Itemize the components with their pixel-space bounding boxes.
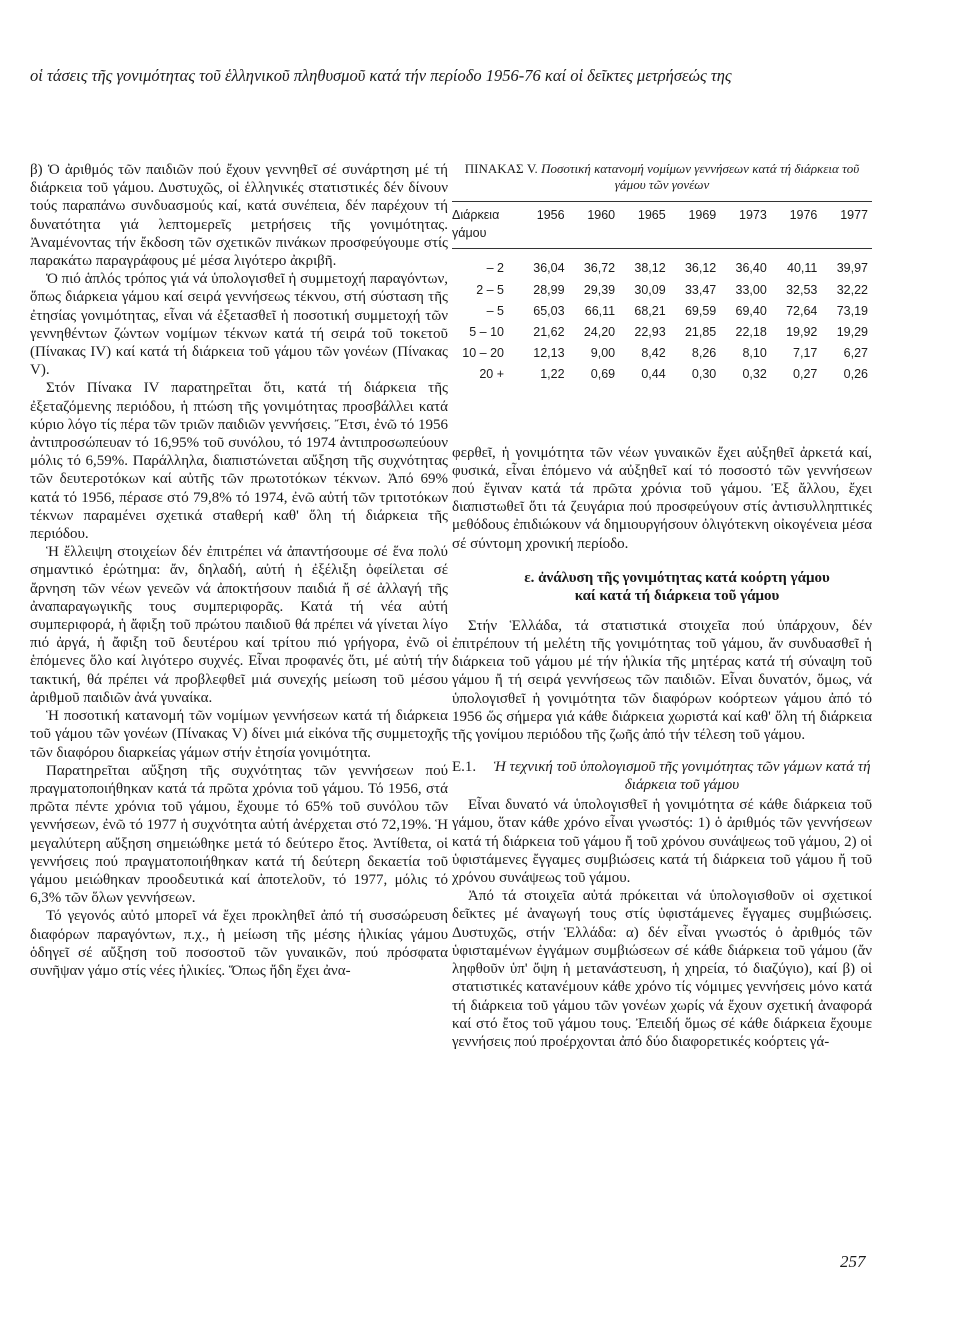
table-cell: 33,00 <box>735 282 767 297</box>
table-header-row <box>452 202 872 249</box>
table-cell: 0,27 <box>793 367 818 382</box>
table-cell: 12,13 <box>533 346 565 361</box>
table-row <box>452 300 872 321</box>
table-cell: 29,39 <box>583 282 616 297</box>
left-column <box>30 161 448 980</box>
table-caption <box>452 161 872 193</box>
column-header-year: 1976 <box>771 202 822 249</box>
table-cell: 9,00 <box>590 346 616 361</box>
paragraph: Ἡ ἔλλειψη στοιχείων δέν ἐπιτρέπει νά ἀπαντήσουμε σέ ἕνα πολύ σημαντικό ἐρώτημα: ἄν, δηλαδή, αὐτή ἡ ἐξέλιξη ὀφείλεται σέ ἄρνηση τῶν νέων γενεῶν νά ἀποκτήσουν παιδιά ἤ σέ ἀλλαγή τῆς ἀναπαραγωγικῆς τους συμπεριφορᾶς. Κατά τή νέα αὐτή συμπεριφορά, ἡ ἄφιξη τοῦ πρώτου παιδιοῦ θά πρέπει νά γίνεται λίγο πιό ἀργά, ἡ ἄφιξη τοῦ δευτέρου καί τρίτου πιό γρήγορα, ἐνῶ οἱ ἑπόμενες ὅλο καί λιγότερο συχνές. Εἶναι προφανές ὅτι, μέ αὐτή τήν τακτική, θά πρέπει νά προβλεφθεῖ μιά συνεχής μείωση τοῦ μέσου ἀριθμοῦ παιδιῶν ἀνά γυναίκα. <box>30 544 448 706</box>
table-row <box>452 342 872 363</box>
table-cell: 40,11 <box>787 261 818 276</box>
table-cell: 68,21 <box>634 303 666 318</box>
table-cell: 73,19 <box>836 303 868 318</box>
table-cell: 8,10 <box>742 346 767 361</box>
table-cell: 66,11 <box>584 303 616 318</box>
running-header: οἱ τάσεις τῆς γονιμότητας τοῦ ἑλληνικοῦ πληθυσμοῦ κατά τήν περίοδο 1956-76 καί οἱ δεῖκτες μετρήσεώς της <box>30 66 732 85</box>
table-cell: 32,22 <box>836 282 868 297</box>
page-number: 257 <box>840 1252 866 1271</box>
table-cell: 19,92 <box>786 325 818 340</box>
paragraph: Τό γεγονός αὐτό μπορεῖ νά ἔχει προκληθεῖ ἀπό τή συσσώρευση διαφόρων παραγόντων, π.χ., ἡ μείωση τῆς μέσης ἡλικίας γάμου ὁδηγεῖ σέ αὔξηση τοῦ ποσοστοῦ τῶν γυναικῶν, πού πρόσφατα συνῆψαν γάμο στίς νέες ἡλικίες. Ὅπως ἤδη ἔχει ἀνα- <box>30 908 448 979</box>
table-cell: 7,17 <box>793 346 818 361</box>
column-header-year: 1956 <box>518 202 569 249</box>
table-row <box>452 321 872 342</box>
column-header-year: 1973 <box>720 202 771 249</box>
row-label: 10 – 20 <box>462 346 504 361</box>
table-cell: 24,20 <box>583 325 616 340</box>
row-label: 2 – 5 <box>476 282 504 297</box>
table-cell: 36,04 <box>533 261 565 276</box>
paragraph: Στόν Πίνακα IV παρατηρεῖται ὅτι, κατά τή διάρκεια τῆς ἐξεταζόμενης περιόδου, ἡ πτώση τῆς γονιμότητας προσβάλλει κατά κύριο λόγο τίς πέρα τῶν τριῶν παιδιῶν γεννήσεις. Ἔτσι, ἐνῶ τό 1956 ἀντιπροσώπευαν τό 16,95% τοῦ συνόλου, τό 1974 ἀντιπροσωπεύουν μόλις τό 6,59%. Παράλληλα, διαπιστώνεται αὔξηση τῆς συχνότητας τῶν δευτεροτόκων καί αὐτῆς τῶν πρωτοτόκων τέκνων. Ἀπό 69% κατά τό 1956, πέρασε στό 79,8% τό 1974, ἐνῶ αὐτή τῶν τριτοτόκων τέκνων παραμένει σχετικά σταθερή καθ' ὅλη τή διάρκεια τῆς περιόδου. <box>30 380 448 543</box>
row-label: – 2 <box>486 261 504 276</box>
subsection-number: Ε.1. <box>452 759 477 776</box>
section-heading <box>482 569 872 605</box>
table-cell: 6,27 <box>843 346 868 361</box>
table-cell: 0,32 <box>742 367 767 382</box>
paragraph: Στήν Ἑλλάδα, τά στατιστικά στοιχεῖα πού ὑπάρχουν, δέν ἐπιτρέπουν τή μελέτη τῆς γονιμότητας τοῦ γάμου, ἄν συνδυασθεῖ ἡ διάρκεια τοῦ γάμου μέ τήν ἡλικία τῆς μητέρας κατά τή σύναψη τοῦ γάμου ἤ τή σειρά γεννήσεως τῶν παιδιῶν. Εἶναι δυνατόν, ὅμως, νά ὑπολογισθεῖ ἡ γονιμότητα τῶν διαφόρων κοόρτεων γάμου ἀπό τό 1956 ὥς σήμερα γιά κάθε διάρκεια χωριστά καί καθ' ὅλη τή διάρκεια τῆς γονίμου περιόδου τῆς ζωῆς ἀπό τήν τέλεση τοῦ γάμου. <box>452 617 872 744</box>
row-label: 20 + <box>479 367 504 382</box>
table-cell: 0,69 <box>590 367 616 382</box>
table-cell: 21,85 <box>684 325 717 340</box>
table-body <box>452 249 872 388</box>
subsection-heading <box>452 758 872 794</box>
table-row <box>452 363 872 387</box>
column-header-year: 1969 <box>670 202 721 249</box>
paragraph: φερθεῖ, ἡ γονιμότητα τῶν νέων γυναικῶν ἔχει αὐξηθεῖ ἀρκετά καί, φυσικά, εἶναι ἑπόμενο νά αὐξηθεῖ καί τό ποσοστό τῶν γεννήσεων πού ἔγιναν κατά τά πρῶτα χρόνια τοῦ γάμου. Ἐξ ἄλλου, ἔχει διαπιστωθεῖ ὅτι τά ζευγάρια πού προσφεύγουν στίς ἀντισυλληπτικές μεθόδους ἐπιδιώκουν νά δημιουργήσουν ὀλιγότεκνη οἰκογένεια μέσα σέ σύντομη χρονική περίοδο. <box>452 444 872 552</box>
row-label: 5 – 10 <box>469 325 504 340</box>
table-cell: 72,64 <box>786 303 818 318</box>
table-cell: 30,09 <box>634 282 666 297</box>
table-cell: 39,97 <box>836 261 868 276</box>
table-cell: 32,53 <box>786 282 818 297</box>
table-cell: 36,40 <box>735 261 767 276</box>
subsection-title: Ἡ τεχνική τοῦ ὑπολογισμοῦ τῆς γονιμότητας τῶν γάμων κατά τή διάρκεια τοῦ γάμου <box>493 759 871 794</box>
table-cell: 22,18 <box>735 325 767 340</box>
table-cell: 33,47 <box>684 282 717 297</box>
table-label: ΠΙΝΑΚΑΣ V. <box>464 161 538 176</box>
table-row <box>452 249 872 279</box>
column-header-year: 1977 <box>821 202 872 249</box>
table-cell: 19,29 <box>836 325 868 340</box>
table-cell: 8,42 <box>641 346 666 361</box>
table-v <box>452 201 872 388</box>
table-row <box>452 279 872 300</box>
spacer <box>452 388 872 444</box>
paragraph: Παρατηρεῖται αὔξηση τῆς συχνότητας τῶν γεννήσεων πού πραγματοποιήθηκαν κατά τά πρῶτα χρόνια τοῦ γάμου. Τό 1956, στά πρῶτα πέντε χρόνια τοῦ γάμου, ἔχουμε τό 65% τοῦ συνόλου τῶν γεννήσεων, ἐνῶ τό 1977 ἡ συχνότητα αὐτή ἀνέρχεται στό 72,19%. Ἡ μεγαλύτερη αὔξηση σημειώθηκε μετά τό δεύτερο ἔτος. Ἀντίθετα, οἱ γεννήσεις πού πραγματοποιήθηκαν κατά τή δεύτερη δεκαετία τοῦ γάμου μειώθηκαν προοδευτικά καί ἀποτελοῦν, τό 1977, μόλις τό 6,3% τῶν ὅλων γεννήσεων. <box>30 762 448 907</box>
section-heading-line: ε. ἀνάλυση τῆς γονιμότητας κατά κοόρτη γάμου <box>524 569 830 586</box>
paragraph: Ὁ πιό ἁπλός τρόπος γιά νά ὑπολογισθεῖ ἡ συμμετοχή παραγόντων, ὅπως διάρκεια γάμου καί σειρά γεννήσεως τέκνου, στή σύσταση τῆς ἐτησίας γονιμότητας, εἶναι νά ἐξετασθεῖ ἡ ποσοτική συμμετοχή τῶν γεννηθέντων ζώντων νομίμων τέκνων κατά τή σειρά τοῦ τοκετοῦ (Πίνακας IV) καί κατά τή διάρκεια τοῦ γάμου τῶν γονέων (Πίνακας V). <box>30 271 448 379</box>
column-header-duration: Διάρκεια γάμου <box>452 202 518 249</box>
table-cell: 21,62 <box>533 325 565 340</box>
table-cell: 69,40 <box>735 303 767 318</box>
table-title: Ποσοτική κατανομή νομίμων γεννήσεων κατά τή διάρκεια τοῦ γάμου τῶν γονέων <box>541 161 860 192</box>
table-cell: 69,59 <box>684 303 717 318</box>
table-cell: 22,93 <box>634 325 666 340</box>
table-cell: 1,22 <box>540 367 565 382</box>
paragraph: Ἀπό τά στοιχεῖα αὐτά πρόκειται νά ὑπολογισθοῦν οἱ σχετικοί δεῖκτες μέ ἀναγωγή τους στίς ὑφιστάμενες ἔγγαμες συμβιώσεις. Δυστυχῶς, στήν Ἑλλάδα: α) δέν εἶναι γνωστός ὁ ἀριθμός τῶν ὑφισταμένων ἐγγάμων συμβιώσεων σέ κάθε διάρκεια τοῦ γάμου (ἄν ληφθοῦν ὑπ' ὄψη ἡ μετανάστευση, ἡ χηρεία, τό διαζύγιο), καί β) οἱ στατιστικές κατανέμουν κάθε χρόνο τίς νόμιμες γεννήσεις μόνο κατά τή διάρκεια τοῦ γάμου τῶν γονέων χωρίς νά ἔχουν σχετική ἀναφορά καί στό ἔτος τοῦ γάμου τους. Ἐπειδή ὅμως σέ κάθε διάρκεια ἔχουμε γεννήσεις πού προέρχονται ἀπό δύο διαφορετικές κοόρτεις γά- <box>452 888 872 1050</box>
column-header-year: 1960 <box>569 202 620 249</box>
table-cell: 0,44 <box>641 367 666 382</box>
table-cell: 0,30 <box>691 367 717 382</box>
paragraph: Ἡ ποσοτική κατανομή τῶν νομίμων γεννήσεων κατά τή διάρκεια τοῦ γάμου τῶν γονέων (Πίνακας V) δίνει μιά εἰκόνα τῆς συμμετοχῆς τῶν διαφόρου διαρκείας γάμων στήν ἐτησία γονιμότητα. <box>30 708 448 761</box>
table-cell: 0,26 <box>843 367 868 382</box>
table-cell: 36,72 <box>583 261 616 276</box>
section-heading-line: καί κατά τή διάρκεια τοῦ γάμου <box>574 587 780 604</box>
table-cell: 28,99 <box>533 282 565 297</box>
paragraph: β) Ὁ ἀριθμός τῶν παιδιῶν πού ἔχουν γεννηθεῖ σέ συνάρτηση μέ τή διάρκεια τοῦ γάμου. Δυστυχῶς, οἱ ἑλληνικές στατιστικές δέν δίνουν τούς παραπάνω συνδυασμούς καί, κατά συνέπεια, δέν παρέχουν τή δυνατότητα γιά λεπτομερεῖς μετρήσεις τῆς γονιμότητας. Ἀναμένοντας τήν ἔκδοση τῶν σχετικῶν πινάκων προσφεύγουμε στίς παρακάτω παραγράφους μέ μέσα λιγότερο ἀκριβῆ. <box>30 162 448 270</box>
table-cell: 36,12 <box>684 261 717 276</box>
right-column <box>452 161 872 1051</box>
table-cell: 65,03 <box>533 303 565 318</box>
paragraph: Εἶναι δυνατό νά ὑπολογισθεῖ ἡ γονιμότητα σέ κάθε διάρκεια τοῦ γάμου, ὅταν κάθε χρόνο εἶναι γνωστός: 1) ὁ ἀριθμός τῶν γεννήσεων κατά τή διάρκεια τοῦ γάμου ἤ τοῦ χρόνου συνάψεως τοῦ γάμου, 2) οἱ ὑφιστάμενες ἔγγαμες συμβιώσεις κατά τή διάρκεια τοῦ γάμου ἤ τοῦ χρόνου συνάψεως τοῦ γάμου. <box>452 797 872 887</box>
column-header-year: 1965 <box>619 202 670 249</box>
row-label: – 5 <box>486 303 504 318</box>
table-cell: 38,12 <box>634 261 666 276</box>
table-cell: 8,26 <box>691 346 717 361</box>
